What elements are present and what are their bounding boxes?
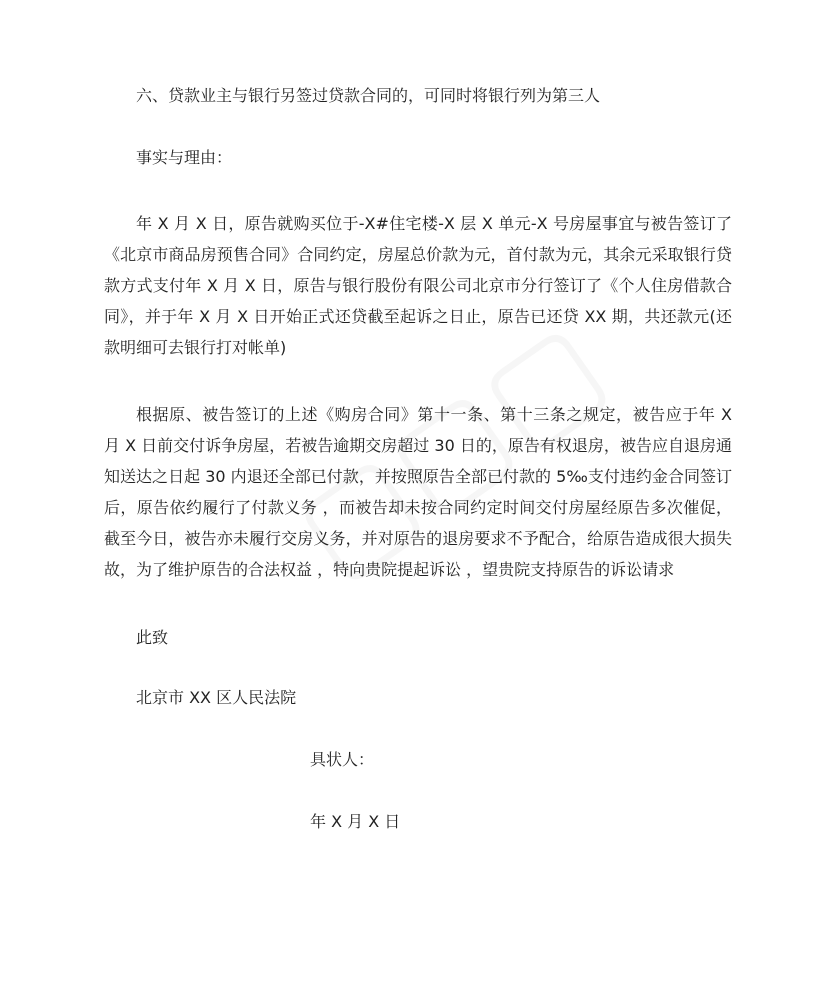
court-name: 北京市 XX 区人民法院 — [136, 688, 297, 707]
facts-heading: 事实与理由： — [136, 148, 233, 167]
facts-paragraph-2: 根据原、被告签订的上述《购房合同》第十一条、第十三条之规定，被告应于年 X 月 X 日前交付诉争房屋，若被告逾期交房超过 30 日的，原告有权退房，被告应自退房通知送达之日起 30 内退还全部已付款，并按照原告全部已付款的 5‰支付违约金合同签订后，原告依约履行了付款义务 ，而被告却未按合同约定时间交付房屋经原告多次催促，截至今日，被告亦未履行交房义务，并对原告的退房要求不予配合，给原告造成很大损失故，为了维护原告的合法权益 ，特向贵院提起诉讼 ，望贵院支持原告的诉讼请求 — [104, 405, 732, 579]
facts-paragraph-1: 年 X 月 X 日，原告就购买位于-X#住宅楼-X 层 X 单元-X 号房屋事宜与被告签订了《北京市商品房预售合同》合同约定，房屋总价款为元，首付款为元，其余元采取银行贷款方式支付年 X 月 X 日，原告与银行股份有限公司北京市分行签订了《个人住房借款合同》，并于年 X 月 X 日开始正式还贷截至起诉之日止，原告已还贷 XX 期，共还款元(还款明细可去银行打对帐单) — [104, 214, 732, 357]
signer-label: 具状人： — [310, 750, 375, 769]
signature-date: 年 X 月 X 日 — [310, 812, 401, 831]
heading-item-6: 六、贷款业主与银行另签过贷款合同的，可同时将银行列为第三人 — [136, 86, 601, 105]
closing-text: 此致 — [136, 628, 169, 647]
